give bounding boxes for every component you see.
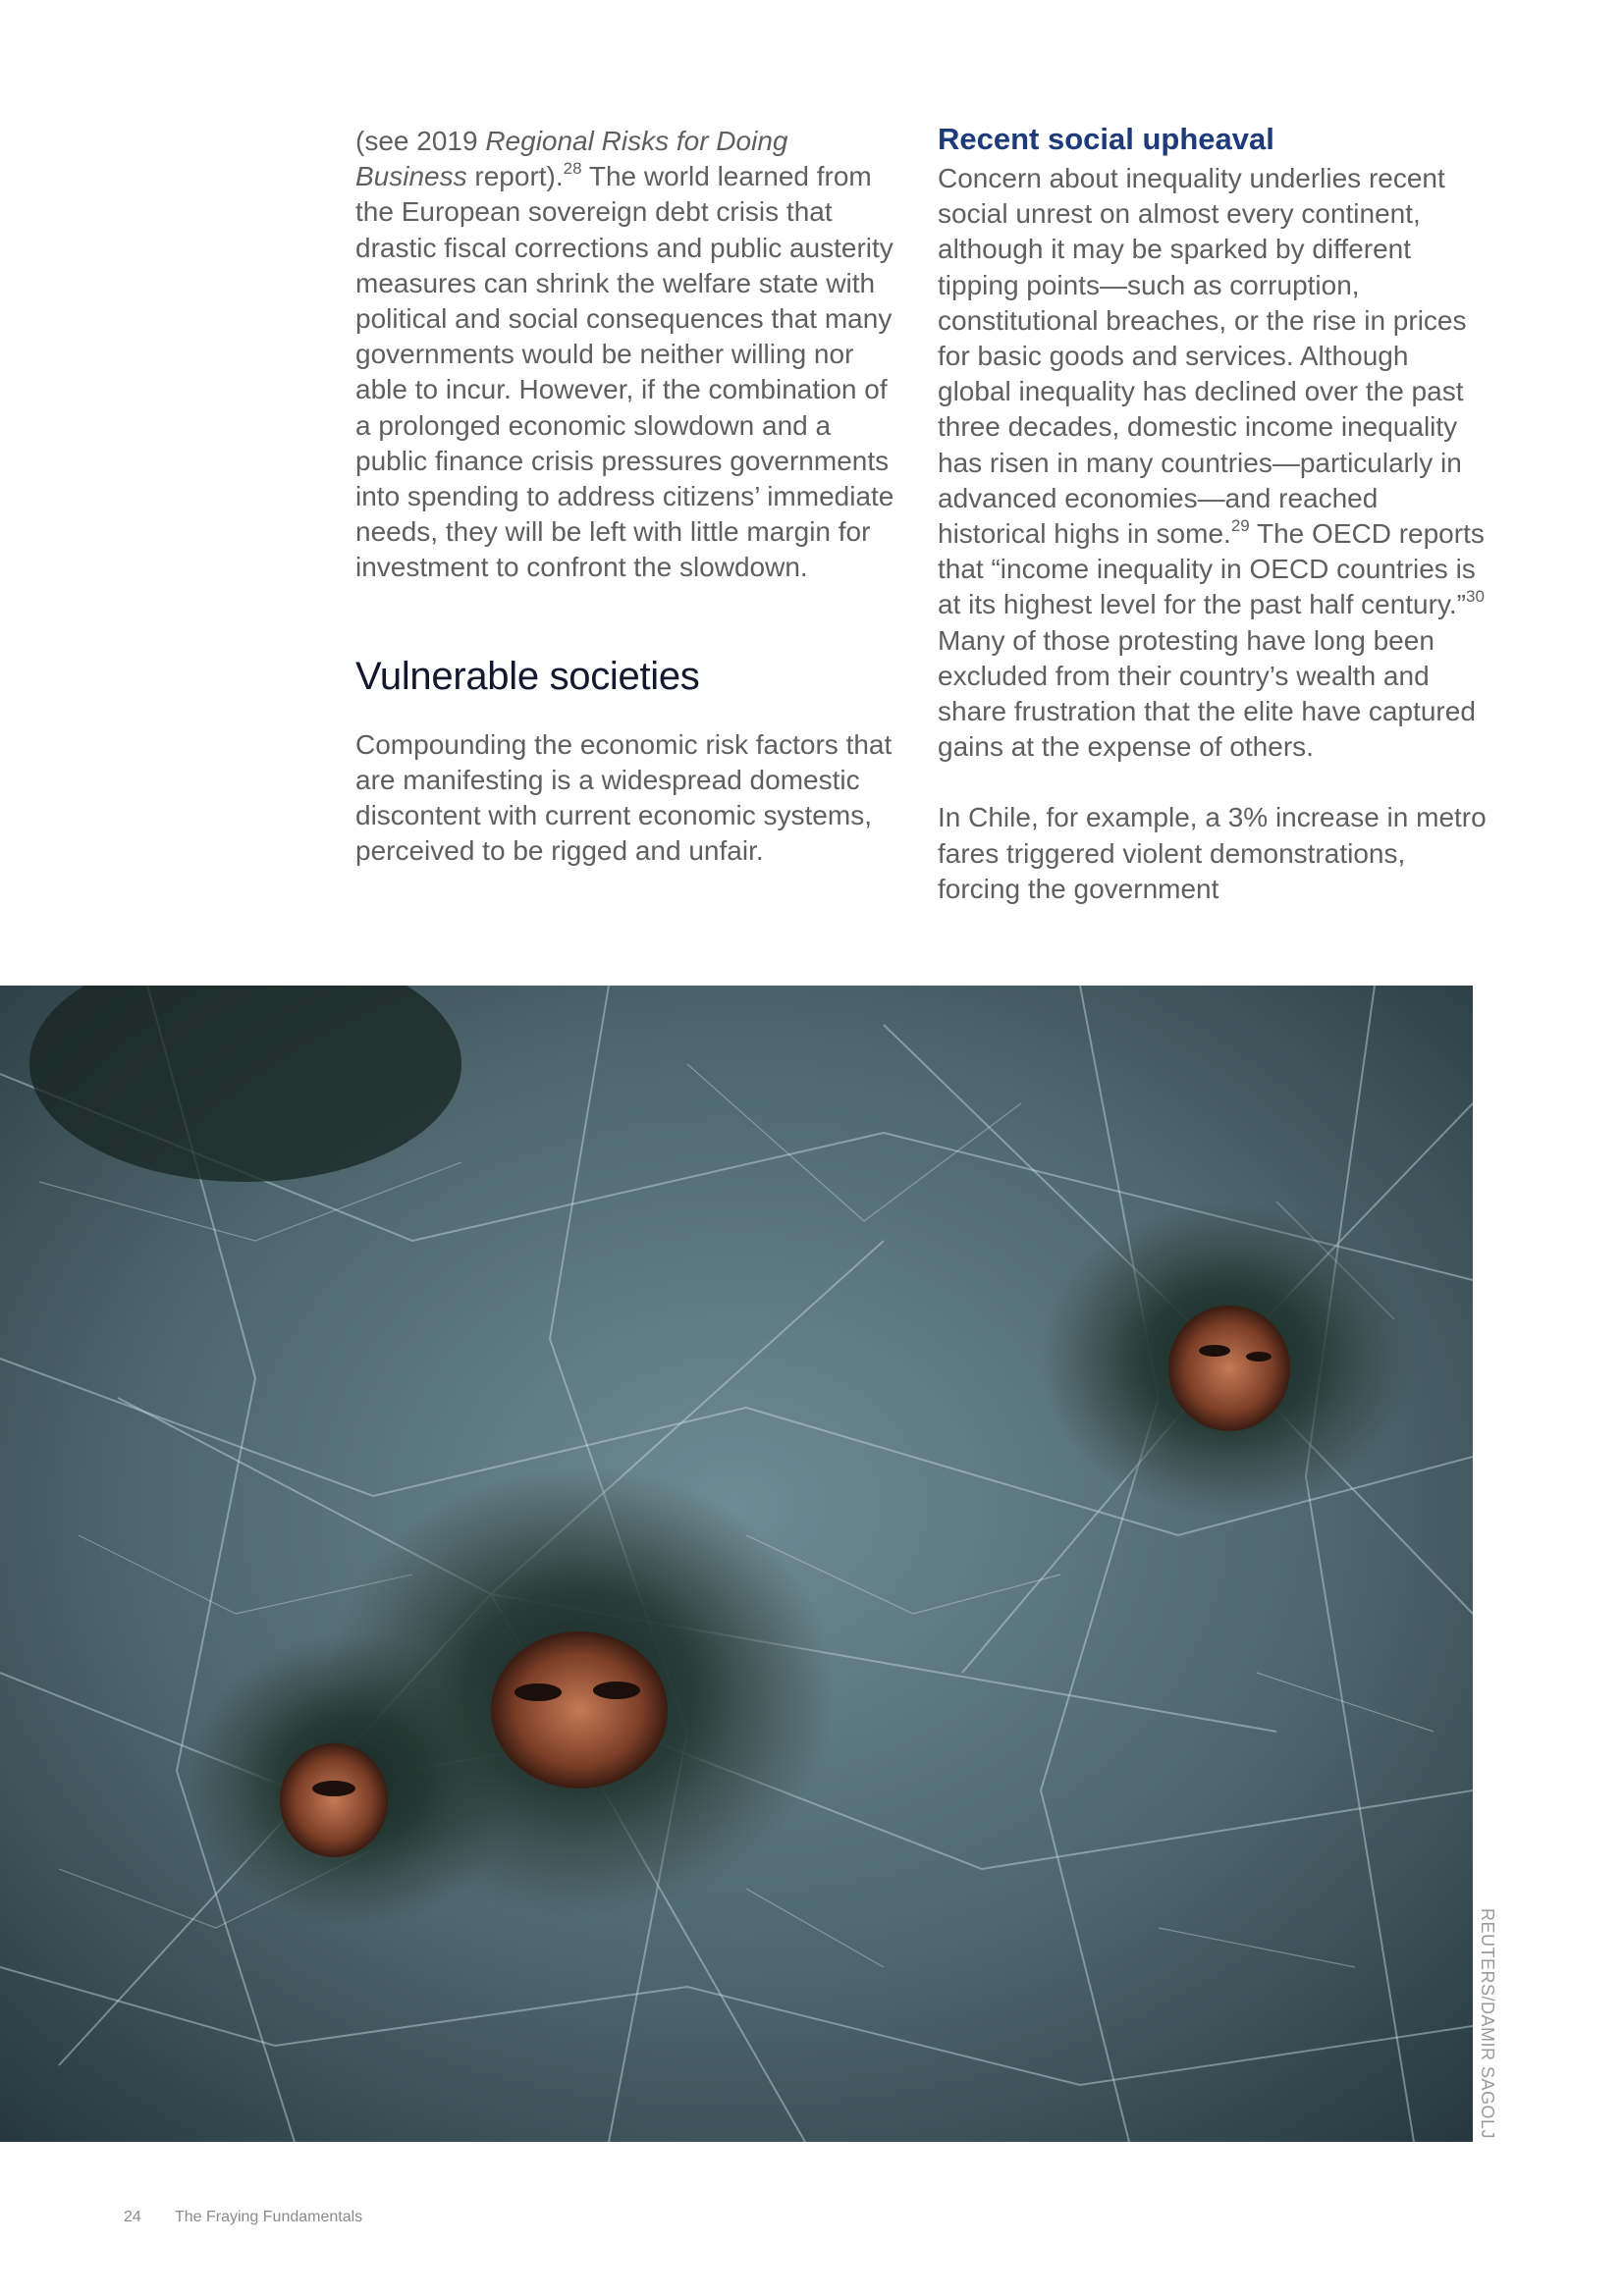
right-paragraph-1 bbox=[938, 161, 1488, 765]
spacer bbox=[355, 700, 905, 727]
text-span: The world learned from the European sovereign debt crisis that drastic fiscal corrections and public austerity measures can shrink the welfare state with political and social consequences that many governments would be neither willing nor able to incur. However, if the combination of a prolonged economic slowdown and a public finance crisis pressures governments into spending to address citizens’ immediate needs, they will be left with little margin for investment to confront the slowdown. bbox=[355, 161, 894, 583]
report-title: The Fraying Fundamentals bbox=[174, 2209, 363, 2225]
text-span: Many of those protesting have long been excluded from their country’s wealth and share frustration that the elite have captured gains at the expense of others. bbox=[938, 624, 1476, 763]
right-paragraph-2: In Chile, for example, a 3% increase in metro fares triggered violent demonstrations, forcing the government bbox=[938, 802, 1487, 904]
footnote-ref-28: 28 bbox=[563, 159, 582, 179]
report-title-italic: Regional Risks for Doing Business bbox=[355, 126, 788, 192]
spacer bbox=[938, 765, 1488, 800]
photo-illustration bbox=[0, 986, 1473, 2142]
footnote-ref-29: 29 bbox=[1230, 516, 1250, 536]
subsection-heading: Recent social upheaval bbox=[938, 122, 1274, 156]
photo-credit: REUTERS/DAMIR SAGOLJ bbox=[1478, 1908, 1497, 2140]
page-footer bbox=[124, 2209, 392, 2226]
left-text-column bbox=[355, 124, 905, 869]
shattered-glass-photo bbox=[0, 986, 1473, 2142]
spacer bbox=[355, 586, 905, 653]
text-span: The OECD reports that “income inequality in OECD countries is at its highest level for the past half century.” bbox=[938, 518, 1485, 620]
left-paragraph-1 bbox=[355, 124, 905, 586]
left-paragraph-2: Compounding the economic risk factors that are manifesting is a widespread domestic discontent with current economic systems, perceived to be rigged and unfair. bbox=[355, 728, 893, 867]
section-heading: Vulnerable societies bbox=[355, 654, 700, 698]
page-number: 24 bbox=[124, 2209, 141, 2225]
text-span: (see 2019 bbox=[355, 126, 486, 156]
text-span: report). bbox=[466, 161, 564, 192]
right-text-column bbox=[938, 118, 1488, 907]
text-span: Concern about inequality underlies recent social unrest on almost every continent, although it may be sparked by different tipping points—such as corruption, constitutional breaches, or the rise in prices for basic goods and services. Although global inequality has declined over the past three decades, domestic income inequality has risen in many countries—particularly in advanced economies—and reached historical highs in some. bbox=[938, 163, 1467, 550]
footnote-ref-30: 30 bbox=[1465, 587, 1485, 607]
